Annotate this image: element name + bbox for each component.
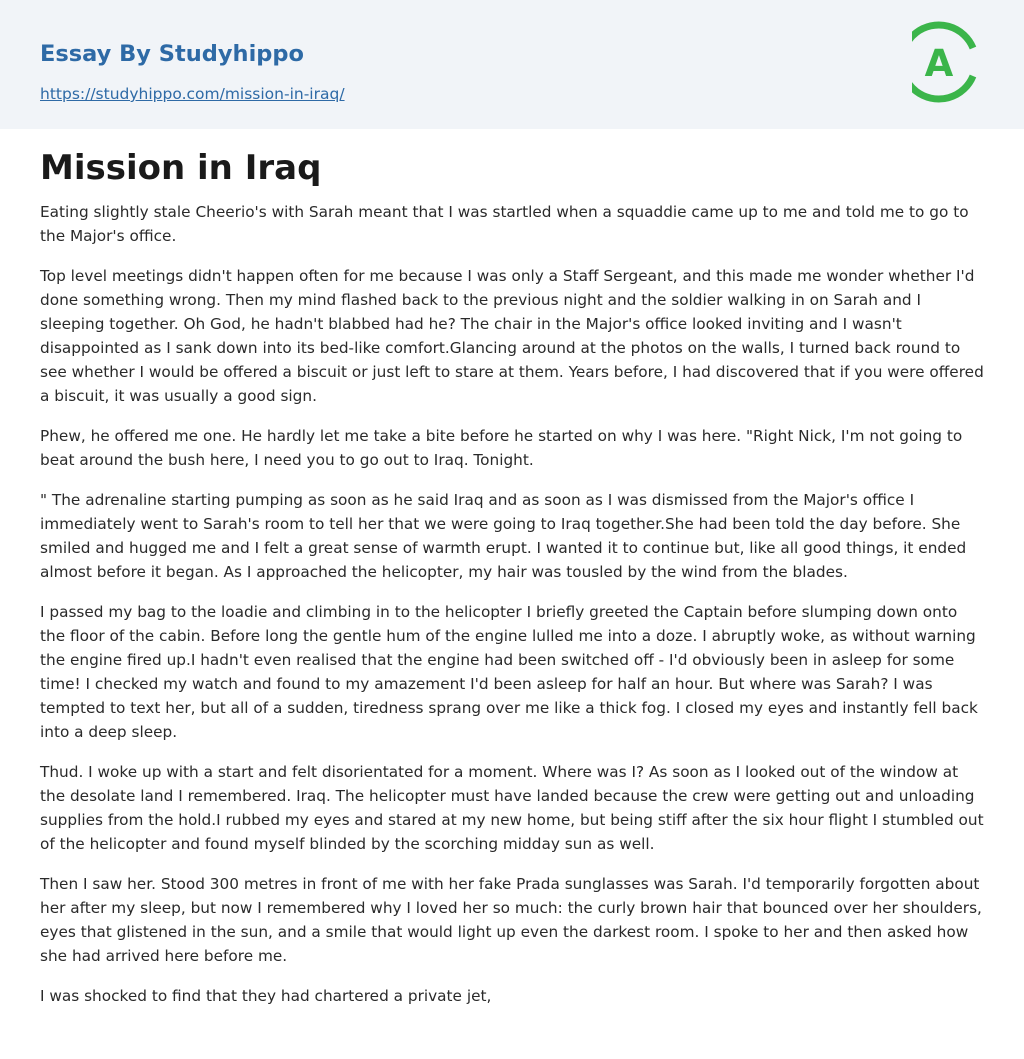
paragraph: I passed my bag to the loadie and climbing in to the helicopter I briefly greeted the Captain before slumping down onto the floor of the cabin. Before long the gentle hum of the engine lulled me into a doze. I abruptly woke, as without warning the engine fired up.I hadn't even realised that the engine had been switched off - I'd obviously been in asleep for some time! I checked my watch and found to my amazement I'd been asleep for half an hour. But where was Sarah? I was tempted to text her, but all of a sudden, tiredness sprang over me like a thick fog. I closed my eyes and instantly fell back into a deep sleep. xyxy=(40,603,978,741)
paragraph: Eating slightly stale Cheerio's with Sarah meant that I was startled when a squaddie came up to me and told me to go to the Major's office. xyxy=(40,203,969,245)
page-url-link[interactable]: https://studyhippo.com/mission-in-iraq/ xyxy=(40,85,345,103)
site-header xyxy=(0,0,1024,129)
site-brand[interactable]: Essay By Studyhippo xyxy=(40,41,304,67)
studyhippo-logo-icon[interactable] xyxy=(912,18,988,106)
paragraph: Phew, he offered me one. He hardly let me take a bite before he started on why I was here. "Right Nick, I'm not going to beat around the bush here, I need you to go out to Iraq. Tonight. xyxy=(40,427,963,469)
paragraph: I was shocked to find that they had chartered a private jet, xyxy=(40,987,492,1005)
page-title: Mission in Iraq xyxy=(40,148,322,188)
paragraph: Then I saw her. Stood 300 metres in front of me with her fake Prada sunglasses was Sarah. I'd temporarily forgotten about her after my sleep, but now I remembered why I loved her so much: the curly brown hair that bounced over her shoulders, eyes that glistened in the sun, and a smile that would light up even the darkest room. I spoke to her and then asked how she had arrived here before me. xyxy=(40,875,982,965)
paragraph: Thud. I woke up with a start and felt disorientated for a moment. Where was I? As soon as I looked out of the window at the desolate land I remembered. Iraq. The helicopter must have landed because the crew were getting out and unloading supplies from the hold.I rubbed my eyes and stared at my new home, but being stiff after the six hour flight I stumbled out of the helicopter and found myself blinded by the scorching midday sun as well. xyxy=(40,763,984,853)
paragraph: " The adrenaline starting pumping as soon as he said Iraq and as soon as I was dismissed from the Major's office I immediately went to Sarah's room to tell her that we were going to Iraq together.She had been told the day before. She smiled and hugged me and I felt a great sense of warmth erupt. I wanted it to continue but, like all good things, it ended almost before it began. As I approached the helicopter, my hair was tousled by the wind from the blades. xyxy=(40,491,967,581)
paragraph: Top level meetings didn't happen often for me because I was only a Staff Sergeant, and this made me wonder whether I'd done something wrong. Then my mind flashed back to the previous night and the soldier walking in on Sarah and I sleeping together. Oh God, he hadn't blabbed had he? The chair in the Major's office looked inviting and I wasn't disappointed as I sank down into its bed-like comfort.Glancing around at the photos on the walls, I turned back round to see whether I would be offered a biscuit or just left to stare at them. Years before, I had discovered that if you were offered a biscuit, it was usually a good sign. xyxy=(40,267,984,405)
logo-letter: A xyxy=(924,42,954,85)
article xyxy=(0,129,1024,1008)
